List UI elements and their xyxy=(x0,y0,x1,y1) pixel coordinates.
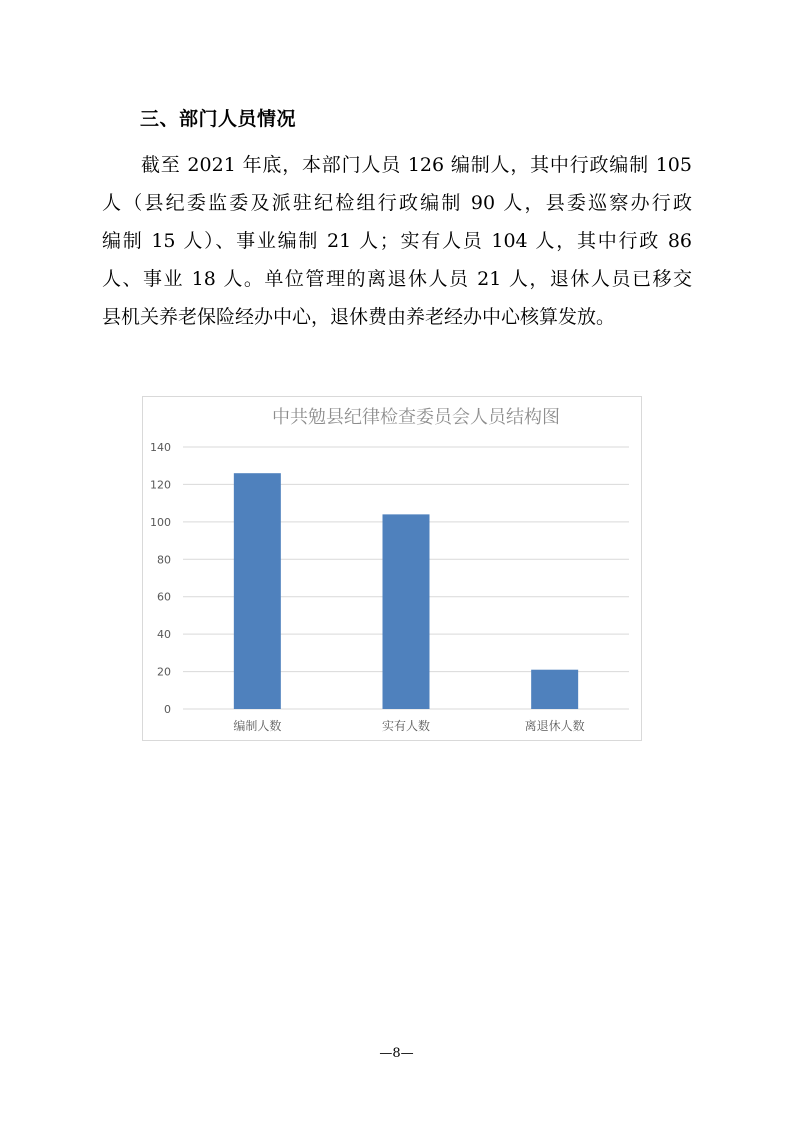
chart-title: 中共勉县纪律检查委员会人员结构图 xyxy=(272,407,560,428)
y-tick-label: 40 xyxy=(157,628,171,642)
paragraph-line: 截至 2021 年底，本部门人员 126 编制人，其中行政编制 105 xyxy=(141,154,692,176)
bar xyxy=(531,670,578,709)
x-tick-label: 编制人数 xyxy=(233,719,282,733)
paragraph-line: 县机关养老保险经办中心，退休费由养老经办中心核算发放。 xyxy=(102,306,616,328)
y-tick-label: 120 xyxy=(150,478,171,492)
x-tick-label: 离退休人数 xyxy=(524,719,585,733)
bar-chart xyxy=(142,396,642,741)
y-tick-label: 0 xyxy=(164,703,171,716)
y-tick-label: 60 xyxy=(157,590,171,604)
section-heading: 三、部门人员情况 xyxy=(140,108,297,130)
x-tick-label: 实有人数 xyxy=(381,719,431,733)
y-tick-label: 80 xyxy=(157,553,171,567)
y-tick-label: 140 xyxy=(150,441,171,454)
y-tick-label: 20 xyxy=(157,665,171,679)
bar xyxy=(234,473,281,709)
paragraph-line: 编制 15 人）、事业编制 21 人；实有人员 104 人，其中行政 86 xyxy=(102,230,692,252)
bar xyxy=(383,514,430,709)
paragraph-line: 人（县纪委监委及派驻纪检组行政编制 90 人，县委巡察办行政 xyxy=(102,192,692,214)
paragraph-line: 人、事业 18 人。单位管理的离退休人员 21 人，退休人员已移交 xyxy=(102,268,692,290)
chart-canvas xyxy=(143,397,643,742)
y-tick-label: 100 xyxy=(150,515,171,529)
page-number: —8— xyxy=(379,1046,414,1061)
